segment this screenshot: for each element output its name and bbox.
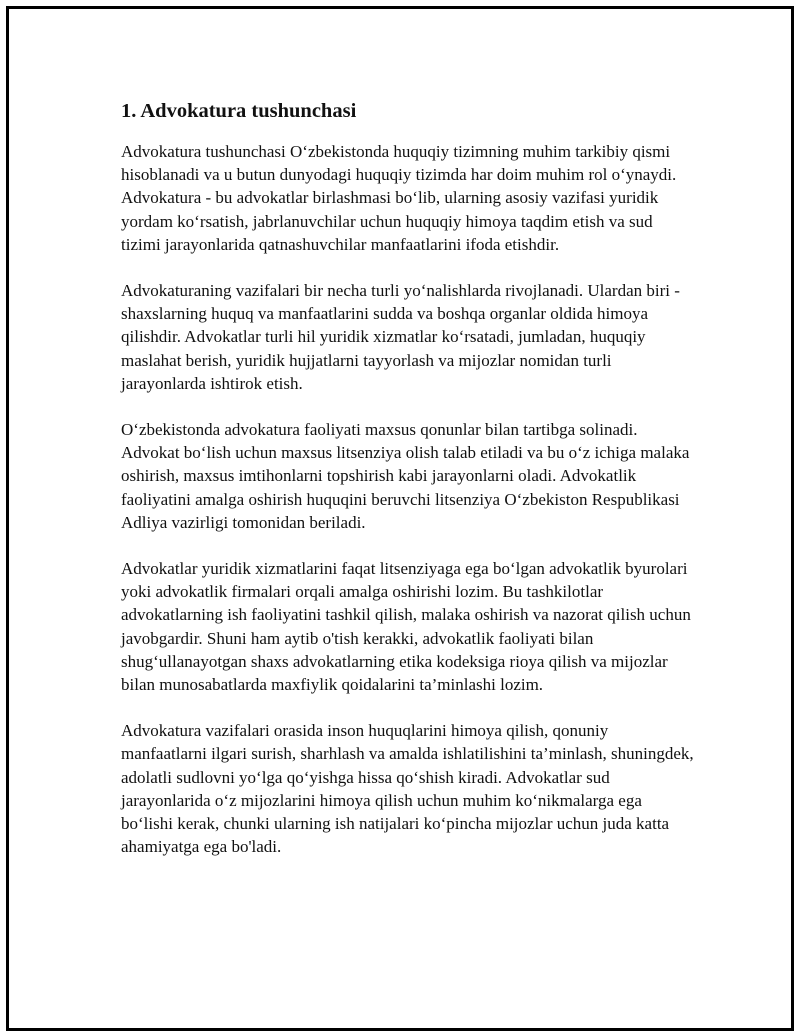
paragraph-4: Advokatlar yuridik xizmatlarini faqat litsenziyaga ega bo‘lgan advokatlik byurolari yoki advokatlik firmalari orqali amalga oshirishi lozim. Bu tashkilotlar advokatlarning ish faoliyatini tashkil qilish, malaka oshirish va nazorat qilish uchun javobgardir. Shuni ham aytib o'tish kerakki, advokatlik faoliyati bilan shug‘ullanayotgan shaxs advokatlarning etika kodeksiga rioya qilish va mijozlar bilan munosabatlarda maxfiylik qoidalarini ta’minlashi lozim. xyxy=(121,559,691,695)
paragraph-2: Advokaturaning vazifalari bir necha turli yo‘nalishlarda rivojlanadi. Ulardan biri - shaxslarning huquq va manfaatlarini sudda va boshqa organlar oldida himoya qilishdir. Advokatlar turli hil yuridik xizmatlar ko‘rsatadi, jumladan, huquqiy maslahat berish, yuridik hujjatlarni tayyorlash va mijozlar nomidan turli jarayonlarda ishtirok etish. xyxy=(121,281,680,393)
paragraph-3: O‘zbekistonda advokatura faoliyati maxsus qonunlar bilan tartibga solinadi. Advokat bo‘lish uchun maxsus litsenziya olish talab etiladi va bu o‘z ichiga malaka oshirish, maxsus imtihonlarni topshirish kabi jarayonlarni oladi. Advokatlik faoliyatini amalga oshirish huquqini beruvchi litsenziya O‘zbekiston Respublikasi Adliya vazirligi tomonidan beriladi. xyxy=(121,420,690,532)
paragraph-1: Advokatura tushunchasi O‘zbekistonda huquqiy tizimning muhim tarkibiy qismi hisoblanadi va u butun dunyodagi huquqiy tizimda har doim muhim rol o‘ynaydi. Advokatura - bu advokatlar birlashmasi bo‘lib, ularning asosiy vazifasi yuridik yordam ko‘rsatish, jabrlanuvchilar uchun huquqiy himoya taqdim etish va sud tizimi jarayonlarida qatnashuvchilar manfaatlarini ifoda etishdir. xyxy=(121,142,677,254)
section-heading: 1. Advokatura tushunchasi xyxy=(121,100,357,122)
document-content xyxy=(121,97,696,881)
page-frame xyxy=(6,6,794,1031)
paragraph-5: Advokatura vazifalari orasida inson huquqlarini himoya qilish, qonuniy manfaatlarni ilgari surish, sharhlash va amalda ishlatilishini ta’minlash, shuningdek, adolatli sudlovni yo‘lga qo‘yishga hissa qo‘shish kiradi. Advokatlar sud jarayonlarida o‘z mijozlarini himoya qilish uchun muhim ko‘nikmalarga ega bo‘lishi kerak, chunki ularning ish natijalari ko‘pincha mijozlar uchun juda katta ahamiyatga ega bo'ladi. xyxy=(121,721,694,857)
